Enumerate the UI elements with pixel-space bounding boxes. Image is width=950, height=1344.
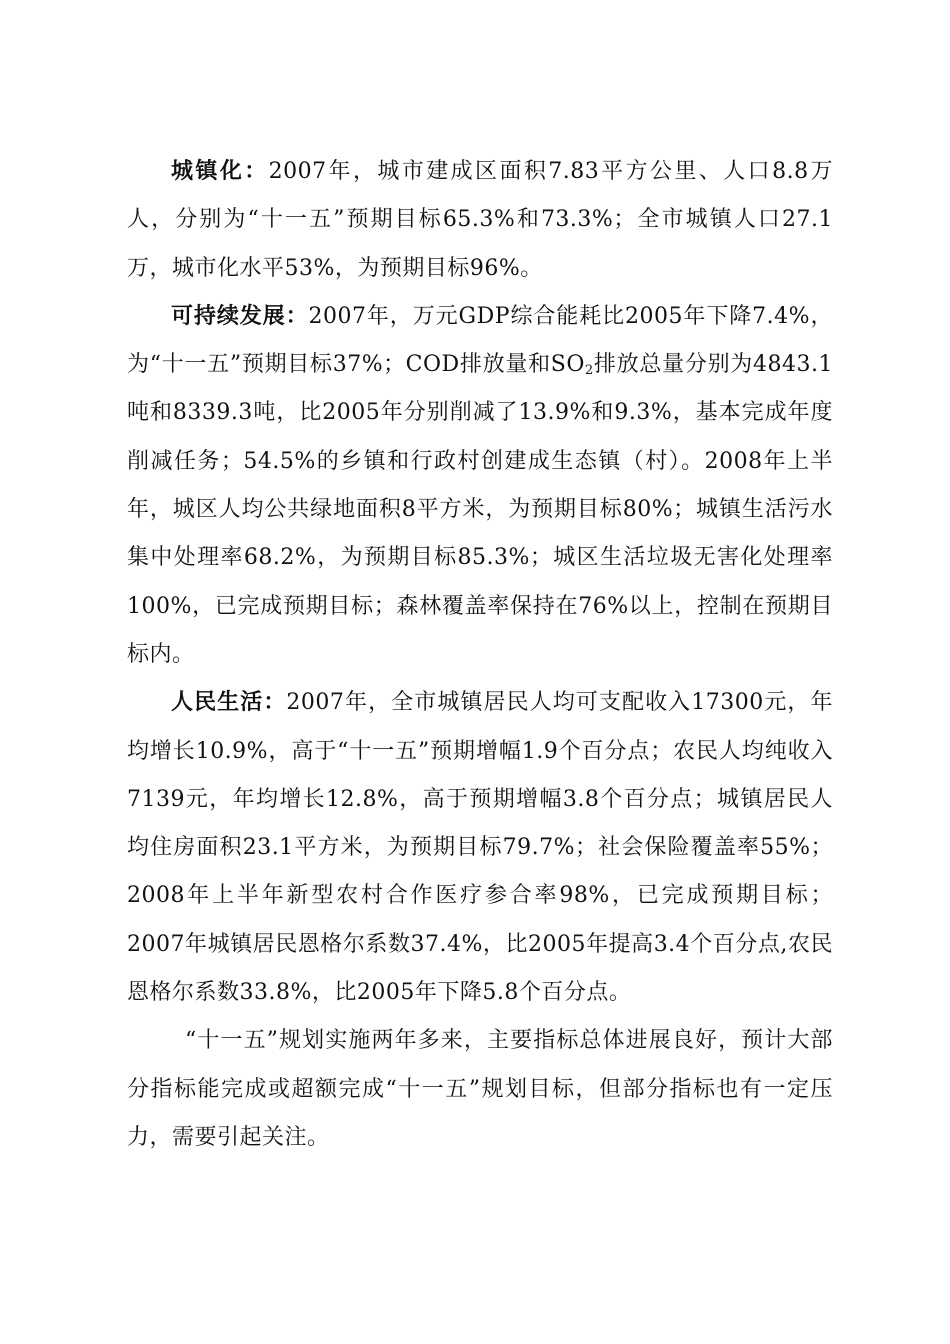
paragraph-people-livelihood: [127, 679, 833, 1017]
paragraph-urbanization: [127, 148, 833, 293]
people-livelihood-text: 2007年，全市城镇居民人均可支配收入17300元，年均增长10.9%，高于“十一五”预期增幅1.9个百分点；农民人均纯收入7139元，年均增长12.8%，高于预期增幅3.8个百分点；城镇居民人均住房面积23.1平方米，为预期目标79.7%；社会保险覆盖率55%；2008年上半年新型农村合作医疗参合率98%，已完成预期目标；2007年城镇居民恩格尔系数37.4%，比2005年提高3.4个百分点,农民恩格尔系数33.8%，比2005年下降5.8个百分点。: [127, 690, 833, 1006]
paragraph-sustainable-development: [127, 293, 833, 679]
document-body: [127, 148, 833, 1162]
sustainable-text-part-2: 排放总量分别为4843.1吨和8339.3吨，比2005年分别削减了13.9%和9.3%，基本完成年度削减任务；54.5%的乡镇和行政村创建成生态镇（村）。2008年上半年，城区人均公共绿地面积8平方米，为预期目标80%；城镇生活污水集中处理率68.2%，为预期目标85.3%；城区生活垃圾无害化处理率100%，已完成预期目标；森林覆盖率保持在76%以上，控制在预期目标内。: [127, 352, 833, 667]
sustainable-development-label: 可持续发展：: [171, 303, 309, 329]
paragraph-summary: [127, 1017, 833, 1162]
urbanization-label: 城镇化：: [171, 159, 269, 184]
urbanization-text: 2007年，城市建成区面积7.83平方公里、人口8.8万人，分别为“十一五”预期目标65.3%和73.3%；全市城镇人口27.1万，城市化水平53%，为预期目标96%。: [127, 159, 833, 281]
people-livelihood-label: 人民生活：: [171, 690, 287, 716]
summary-text: “十一五”规划实施两年多来，主要指标总体进展良好，预计大部分指标能完成或超额完成“十一五”规划目标，但部分指标也有一定压力，需要引起关注。: [127, 1028, 833, 1150]
so2-subscript: 2: [584, 363, 594, 379]
sustainable-text-part-1: 2007年，万元GDP综合能耗比2005年下降7.4%，为“十一五”预期目标37%；COD排放量和SO: [127, 303, 833, 378]
